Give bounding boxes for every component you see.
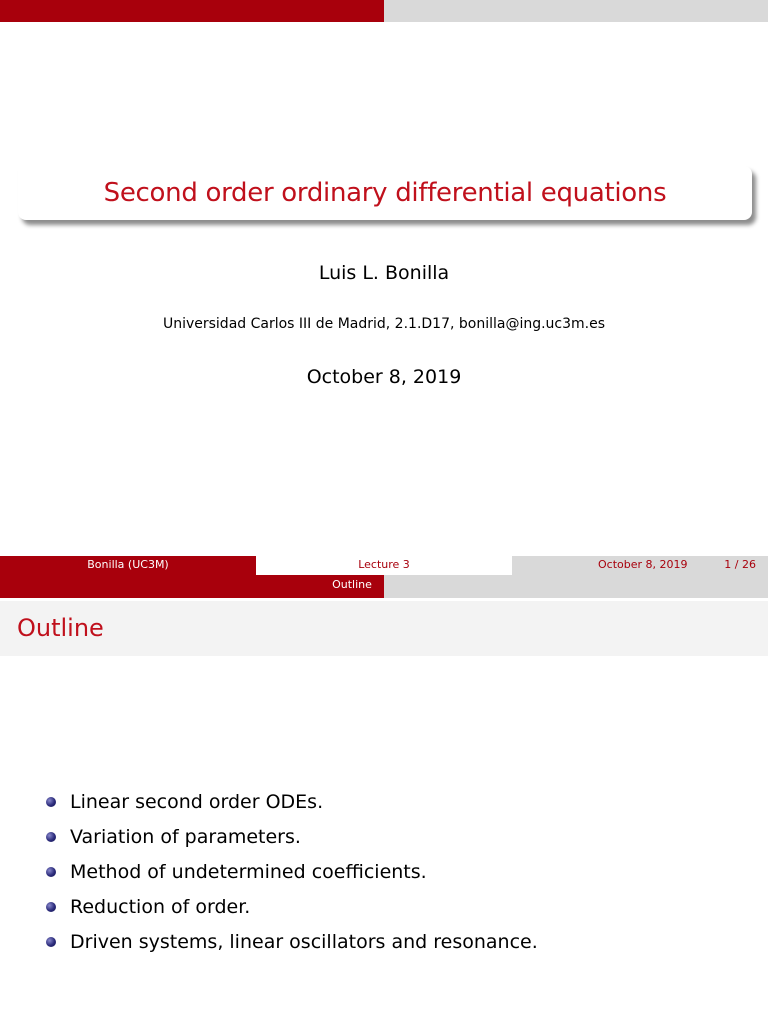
author-affiliation: Universidad Carlos III de Madrid, 2.1.D17, bonilla@ing.uc3m.es xyxy=(162,316,606,332)
bullet-icon xyxy=(46,902,56,912)
outline-list xyxy=(46,786,538,961)
frame-title-bar xyxy=(0,601,768,656)
bullet-icon xyxy=(46,867,56,877)
presentation-title: Second order ordinary differential equations xyxy=(103,178,667,208)
footline-lecture: Lecture 3 xyxy=(256,556,512,575)
bullet-icon xyxy=(46,832,56,842)
nav-section-outline[interactable]: Outline xyxy=(332,578,372,591)
footline-author: Bonilla (UC3M) xyxy=(0,556,256,575)
header-bar-right xyxy=(384,0,768,22)
footline-date-box xyxy=(512,556,768,575)
frame-title: Outline xyxy=(17,614,104,642)
title-box xyxy=(18,166,752,220)
list-item: Variation of parameters. xyxy=(46,821,538,856)
footline-date: October 8, 2019 xyxy=(598,558,688,571)
presentation-date: October 8, 2019 xyxy=(306,366,462,388)
bullet-icon xyxy=(46,797,56,807)
header-bar-left xyxy=(0,0,384,22)
author-name: Luis L. Bonilla xyxy=(318,262,450,284)
list-item: Driven systems, linear oscillators and resonance. xyxy=(46,926,538,961)
list-item: Method of undetermined coefficients. xyxy=(46,856,538,891)
list-item: Reduction of order. xyxy=(46,891,538,926)
bullet-icon xyxy=(46,937,56,947)
list-item: Linear second order ODEs. xyxy=(46,786,538,821)
footline xyxy=(0,556,768,575)
page-number: 1 / 26 xyxy=(724,558,756,571)
